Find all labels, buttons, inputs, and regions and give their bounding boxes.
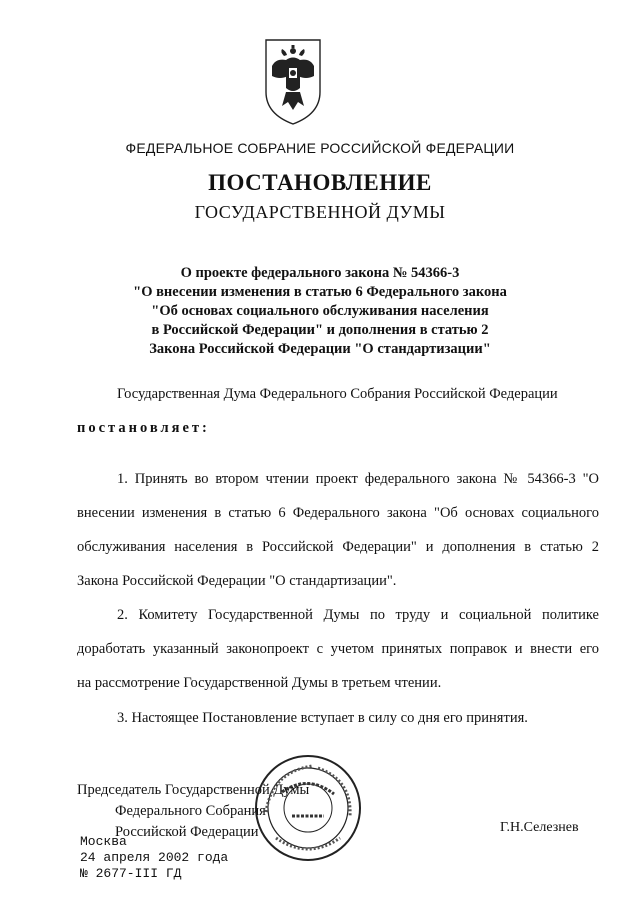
- item-line: 1. Принять во втором чтении проект федерального закона № 54366-3 "О: [117, 471, 599, 487]
- subject-line: в Российской Федерации" и дополнения в статью 2: [151, 322, 489, 338]
- resolves-word: постановляет:: [77, 420, 210, 436]
- signature-title-line: Российской Федерации: [115, 824, 259, 840]
- subject-line: "О внесении изменения в статью 6 Федерального закона: [133, 284, 507, 300]
- item-line: обслуживания населения в Российской Федерации" и дополнения в статью 2: [77, 539, 599, 555]
- resolution-item-1: [77, 462, 599, 598]
- item-line: доработать указанный законопроект с учетом принятых поправок и внести его: [77, 641, 599, 657]
- document-footer: [80, 834, 228, 882]
- document-type: ПОСТАНОВЛЕНИЕ: [208, 170, 432, 195]
- resolution-item-3: [77, 701, 599, 735]
- russian-emblem-icon: [262, 36, 324, 128]
- signature-title-line: Федерального Собрания: [115, 803, 266, 819]
- item-line: 3. Настоящее Постановление вступает в силу со дня его принятия.: [117, 710, 528, 726]
- resolution-item-2: [77, 598, 599, 700]
- footer-place: Москва: [80, 834, 127, 849]
- assembly-name: ФЕДЕРАЛЬНОЕ СОБРАНИЕ РОССИЙСКОЙ ФЕДЕРАЦИИ: [125, 140, 515, 156]
- footer-number: № 2677-III ГД: [80, 866, 182, 881]
- item-line: 2. Комитету Государственной Думы по труду и социальной политике: [117, 607, 599, 623]
- signer-name: Г.Н.Селезнев: [500, 820, 579, 835]
- document-issuer: ГОСУДАРСТВЕННОЙ ДУМЫ: [194, 202, 446, 222]
- subject-line: "Об основах социального обслуживания населения: [151, 303, 489, 319]
- signature-title-line: Председатель Государственной Думы: [77, 782, 310, 798]
- subject-line: Закона Российской Федерации "О стандартизации": [149, 341, 491, 357]
- item-line: внесении изменения в статью 6 Федерального закона "Об основах социального: [77, 505, 599, 521]
- preamble: Государственная Дума Федерального Собрания Российской Федерации: [117, 386, 558, 402]
- footer-date: 24 апреля 2002 года: [80, 850, 229, 865]
- item-line: на рассмотрение Государственной Думы в третьем чтении.: [77, 675, 442, 691]
- subject-line: О проекте федерального закона № 54366-3: [180, 265, 460, 281]
- document-subject: [0, 264, 640, 359]
- item-line: Закона Российской Федерации "О стандартизации".: [77, 573, 397, 589]
